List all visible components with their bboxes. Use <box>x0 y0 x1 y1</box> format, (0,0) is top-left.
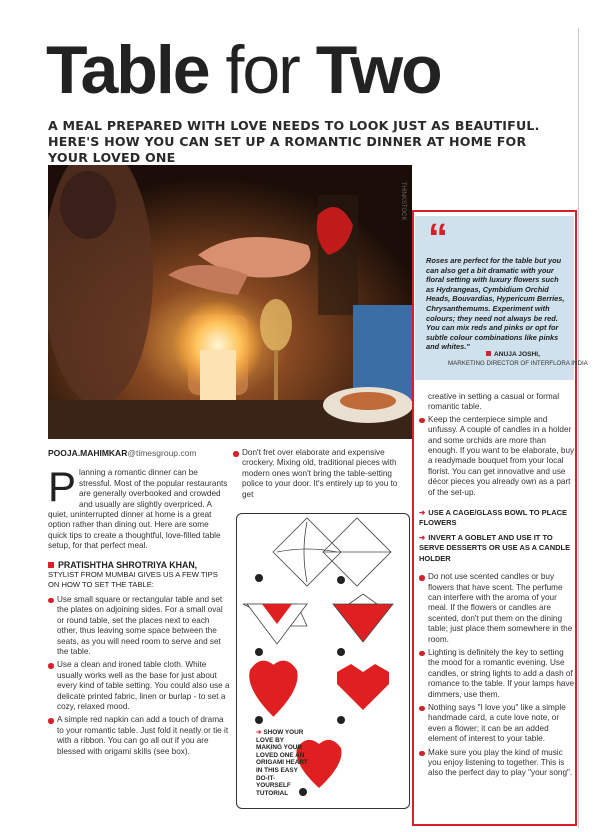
intro-paragraph: Planning a romantic dinner can be stressful. Most of the popular restaurants are generally overbooked and crowded and usually are slightly overpriced. A quiet, uninterrupted dinner at home is a great option rather than dining out. Here are some quick tips to create a thoughtful, love-filled table setup, for that perfect meal. <box>48 463 228 551</box>
tips-list-2 <box>233 448 409 500</box>
tips-list-1 <box>48 595 230 757</box>
pull-quote: Roses are perfect for the table but you can also get a bit dramatic with your floral setting with luxury flowers such as Hydrangeas, Cymbidium Orchid Heads, Bouvardias, Hypericum Berries, Chrysanthemums. Experiment with colours; they need not always be red. You can mix reds and pinks or opt for subtle colour combinations like pinks and whites." <box>426 256 565 352</box>
pointer-2: ➔ INVERT A GOBLET AND USE IT TO SERVE DESSERTS OR USE AS A CANDLE HOLDER <box>419 533 575 564</box>
list-item: Don't fret over elaborate and expensive crockery. Mixing old, traditional pieces with modern ones won't bring the table-setting police to your door. It's entirely up to you to get <box>233 448 409 500</box>
list-item: Nothing says "I love you" like a simple handmade card, a cute love note, or even a flower; it can be an added element of interest to your table. <box>419 703 575 745</box>
byline: POOJA.MAHIMKAR@timesgroup.com <box>48 448 197 458</box>
origami-caption: ➔ SHOW YOUR LOVE BY MAKING YOUR LOVED ONE AN ORIGAMI HEART IN THIS EASY DO-IT-YOURSELF TUTORIAL <box>256 729 308 797</box>
list-item: Make sure you play the kind of music you enjoy listening to together. This is also the perfect day to play "your song". <box>419 748 575 779</box>
drop-cap: P <box>48 463 77 511</box>
tips-list-3a <box>419 415 575 498</box>
dinner-photo <box>48 165 412 439</box>
section-heading: PRATISHTHA SHROTRIYA KHAN, <box>48 560 230 570</box>
continued-text: creative in setting a casual or formal romantic table. <box>428 392 560 412</box>
tips-list-3b <box>419 572 575 779</box>
headline: Table for Two <box>46 32 441 108</box>
list-item: Use a clean and ironed table cloth. White usually works well as the base for just about every kind of table setting. You could also use a delicate printed fabric, linen or burlap - to set a cozy, relaxed mood. <box>48 660 230 712</box>
list-item: Keep the centerpiece simple and unfussy. A couple of candles in a holder and some orchids are more than enough. If you want to be elaborate, buy a readymade bouquet from your local florist. You can get innovative and use décor pieces you already own as a part of the set-up. <box>419 415 575 498</box>
list-item: Use small square or rectangular table and set the plates on adjoining sides. For a small oval or round table, set the places next to each other, thus leaving some space between the seats, as you will need room to serve and set the table. <box>48 595 230 657</box>
list-item: Do not use scented candles or buy flowers that have scent. The perfume can interfere with the aroma of your meal. If the flowers or candles are scented, don't put them on the dining table; just place them somewhere in the room. <box>419 572 575 645</box>
photo-credit: THINKSTOCK <box>400 182 406 221</box>
subheadline: A MEAL PREPARED WITH LOVE NEEDS TO LOOK JUST AS BEAUTIFUL. HERE'S HOW YOU CAN SET UP A ROMANTIC DINNER AT HOME FOR YOUR LOVED ONE <box>48 118 540 165</box>
section-subheading: STYLIST FROM MUMBAI GIVES US A FEW TIPS ON HOW TO SET THE TABLE: <box>48 570 218 590</box>
pointer-1: ➔ USE A CAGE/GLASS BOWL TO PLACE FLOWERS <box>419 508 575 529</box>
column-3 <box>419 392 575 782</box>
list-item: A simple red napkin can add a touch of drama to your romantic table. Just fold it neatly or tie it with a ribbon. You can go all out if you are blessed with origami skills (see box). <box>48 715 230 757</box>
column-rule <box>578 28 579 828</box>
column-2 <box>233 448 409 503</box>
quote-author-role: MARKETING DIRECTOR OF INTERFLORA INDIA <box>448 360 588 367</box>
column-1 <box>48 448 230 760</box>
list-item: Lighting is definitely the key to setting the mood for a romantic evening. Use candles, or string lights to add a dash of romance to the table. If your lamps have dimmers, use them. <box>419 648 575 700</box>
quote-author: ANUJA JOSHI, <box>486 351 540 358</box>
quote-mark-icon: “ <box>428 216 448 260</box>
